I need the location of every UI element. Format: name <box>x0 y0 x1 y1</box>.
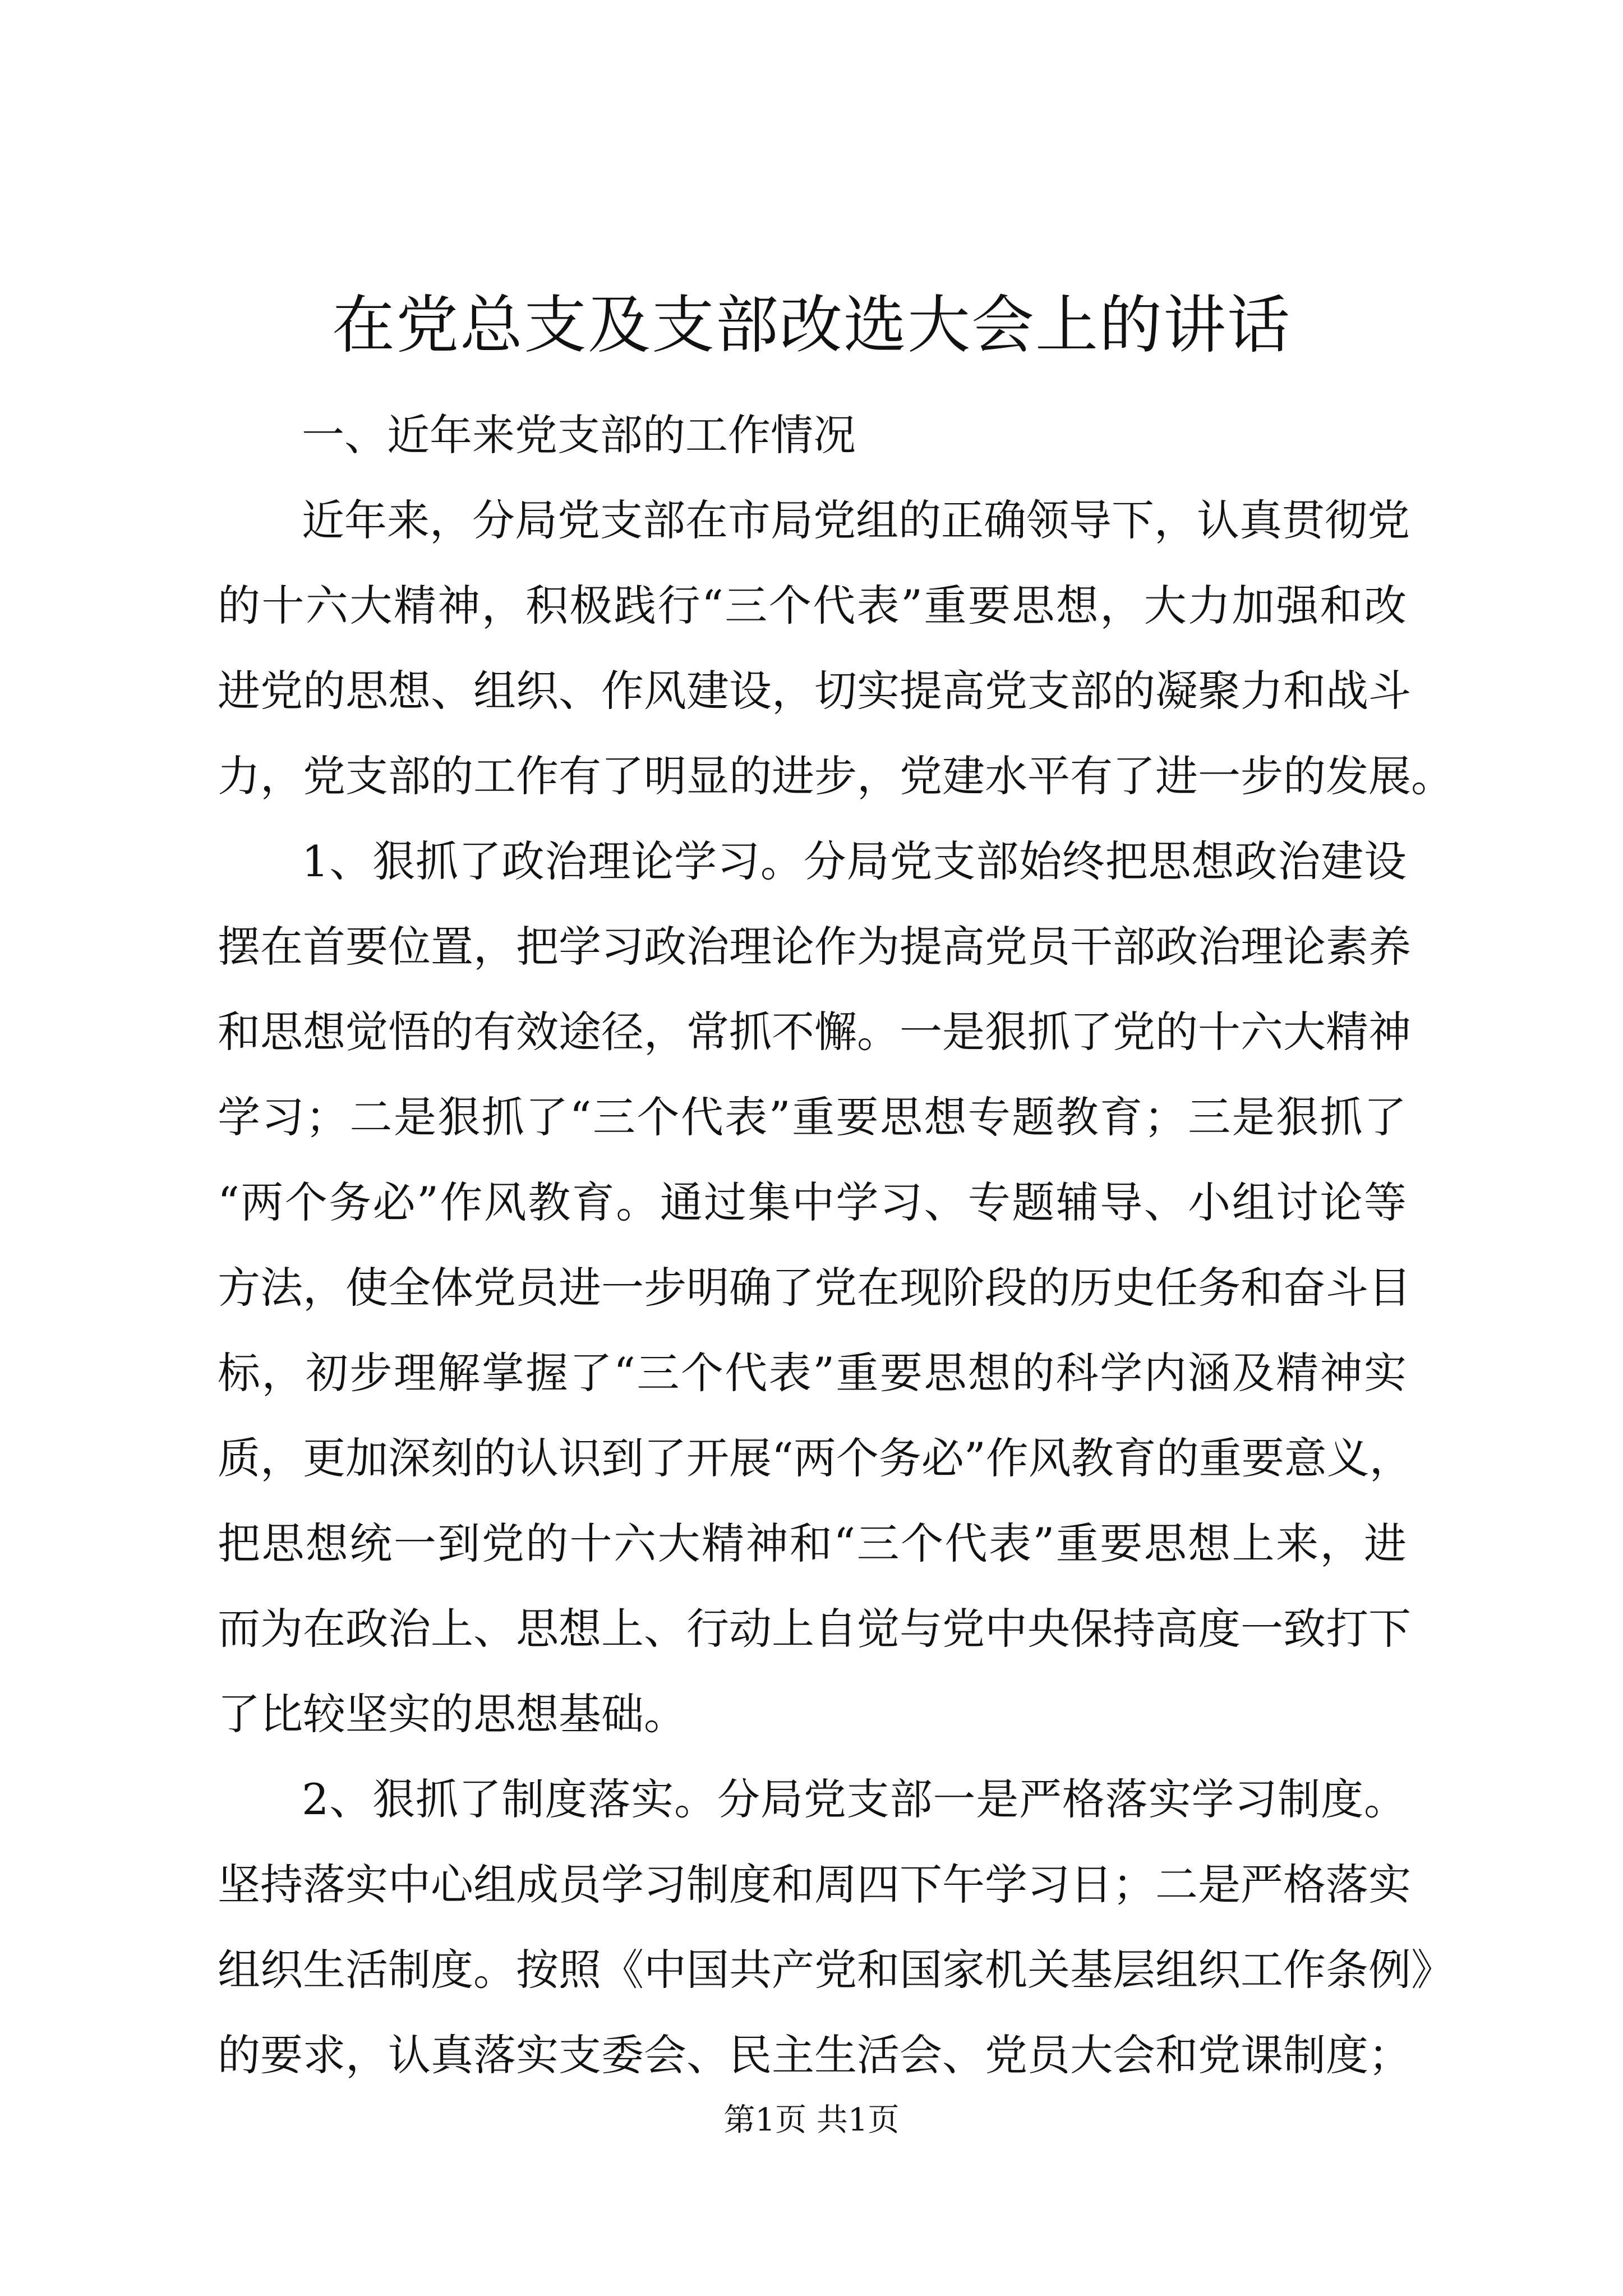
paragraph <box>218 819 1412 1757</box>
paragraph-line: 组织生活制度。按照《中国共产党和国家机关基层组织工作条例》 <box>218 1945 1454 1995</box>
section-heading: 一、近年来党支部的工作情况 <box>302 410 856 460</box>
paragraph-line: “两个务必”作风教育。通过集中学习、专题辅导、小组讨论等 <box>218 1177 1407 1227</box>
paragraph-line: 摆在首要位置，把学习政治理论作为提高党员干部政治理论素养 <box>218 922 1411 972</box>
paragraph-line: 方法，使全体党员进一步明确了党在现阶段的历史任务和奋斗目 <box>218 1263 1411 1313</box>
document-body <box>218 393 1454 2098</box>
paragraph-line: 1、狠抓了政治理论学习。分局党支部始终把思想政治建设 <box>302 836 1407 886</box>
paragraph <box>218 478 1454 819</box>
page-footer: 第1页 共1页 <box>723 2102 900 2138</box>
paragraph-line: 把思想统一到党的十六大精神和“三个代表”重要思想上来，进 <box>218 1519 1407 1568</box>
paragraph-line: 了比较坚实的思想基础。 <box>218 1689 686 1739</box>
paragraph-line: 进党的思想、组织、作风建设，切实提高党支部的凝聚力和战斗 <box>218 666 1411 716</box>
paragraph-line: 2、狠抓了制度落实。分局党支部一是严格落实学习制度。 <box>302 1774 1407 1824</box>
paragraph-line: 而为在政治上、思想上、行动上自觉与党中央保持高度一致打下 <box>218 1604 1411 1654</box>
paragraph-line: 坚持落实中心组成员学习制度和周四下午学习日；二是严格落实 <box>218 1860 1411 1910</box>
paragraph-line: 的要求，认真落实支委会、民主生活会、党员大会和党课制度； <box>218 2030 1411 2080</box>
paragraph <box>218 1757 1454 2098</box>
paragraph-line: 标，初步理解掌握了“三个代表”重要思想的科学内涵及精神实 <box>218 1348 1407 1398</box>
paragraph-line: 力，党支部的工作有了明显的进步，党建水平有了进一步的发展。 <box>218 751 1454 801</box>
paragraph-line: 和思想觉悟的有效途径，常抓不懈。一是狠抓了党的十六大精神 <box>218 1007 1411 1057</box>
paragraph-line: 的十六大精神，积极践行“三个代表”重要思想，大力加强和改 <box>218 581 1407 631</box>
paragraph-list <box>218 478 1454 2098</box>
document-title: 在党总支及支部改选大会上的讲话 <box>332 289 1291 362</box>
paragraph-line: 近年来，分局党支部在市局党组的正确领导下，认真贯彻党 <box>302 495 1410 545</box>
paragraph-line: 质，更加深刻的认识到了开展“两个务必”作风教育的重要意义， <box>218 1433 1412 1483</box>
paragraph-line: 学习；二是狠抓了“三个代表”重要思想专题教育；三是狠抓了 <box>218 1092 1407 1142</box>
